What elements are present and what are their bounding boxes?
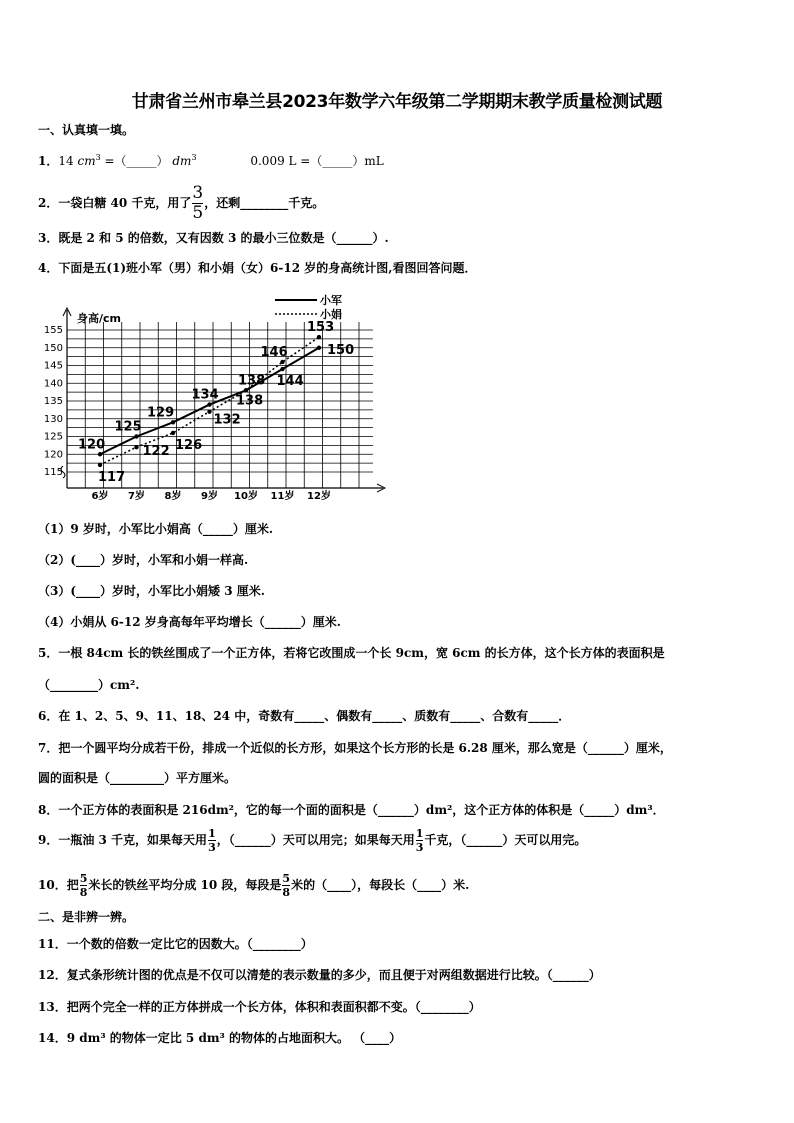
question-11: 11．一个数的倍数一定比它的因数大。（________） bbox=[38, 937, 313, 951]
legend-label: 小娟 bbox=[320, 308, 342, 321]
data-label: 117 bbox=[98, 469, 126, 485]
question-8: 8．一个正方体的表面积是 216dm²，它的每一个面的面积是（______）dm²，这个正方体的体积是（_____）dm³． bbox=[38, 803, 665, 817]
data-label: 134 bbox=[191, 387, 219, 403]
data-point bbox=[171, 420, 175, 424]
data-label: 129 bbox=[147, 405, 175, 421]
y-tick-label: 140 bbox=[43, 378, 63, 390]
y-tick-label: 150 bbox=[43, 342, 63, 354]
data-label: 146 bbox=[260, 344, 288, 360]
x-tick-label: 9岁 bbox=[201, 491, 218, 502]
question-4-4: （4）小娟从 6-12 岁身高每年平均增长（______）厘米. bbox=[38, 615, 341, 629]
data-label: 138 bbox=[238, 373, 266, 389]
y-tick-label: 145 bbox=[43, 360, 63, 372]
data-label: 122 bbox=[142, 444, 170, 460]
x-tick-label: 10岁 bbox=[234, 491, 258, 502]
data-label: 126 bbox=[175, 437, 203, 453]
question-4: 4．下面是五(1)班小军（男）和小娟（女）6-12 岁的身高统计图,看图回答问题． bbox=[38, 261, 477, 275]
question-5: 5．一根 84cm 长的铁丝围成了一个正方体，若将它改围成一个长 9cm，宽 6cm 的长方体，这个长方体的表面积是 bbox=[38, 646, 665, 660]
question-10: 10．把 $\frac{5}{8}$ 米长的铁丝平均分成 10 段，每段是 $\frac{5}{8}$ 米的（____），每段长（____）米. bbox=[38, 872, 470, 899]
chart-legend bbox=[275, 293, 342, 321]
data-label: 150 bbox=[327, 342, 355, 358]
data-label: 153 bbox=[307, 320, 335, 336]
data-point bbox=[98, 452, 102, 456]
question-13: 13．把两个完全一样的正方体拼成一个长方体，体积和表面积都不变。（________） bbox=[38, 1000, 481, 1014]
x-tick-label: 8岁 bbox=[164, 491, 182, 502]
question-1: 1．14 $cm^3$ =（_____） $dm^3$ 0.009 L =（_____）mL bbox=[38, 153, 384, 168]
x-tick-label: 6岁 bbox=[91, 491, 109, 502]
question-12: 12．复式条形统计图的优点是不仅可以清楚的表示数量的多少，而且便于对两组数据进行比较。（______） bbox=[38, 968, 601, 982]
question-2: 2．一袋白糖 40 千克，用了 $\frac{3}{5}$ ，还剩________千克。 bbox=[38, 183, 325, 223]
data-label: 125 bbox=[114, 419, 142, 435]
height-line-chart bbox=[43, 290, 400, 505]
question-7: 7．把一个圆平均分成若干份，排成一个近似的长方形，如果这个长方形的长是 6.28 厘米，那么宽是（______）厘米， bbox=[38, 741, 672, 755]
data-point bbox=[171, 431, 175, 435]
data-point bbox=[98, 463, 102, 467]
question-5-answer: （________）cm². bbox=[38, 678, 140, 692]
section-heading-2: 二、是非辨一辨。 bbox=[38, 910, 135, 924]
y-tick-labels bbox=[44, 325, 63, 478]
x-tick-label: 12岁 bbox=[307, 491, 331, 502]
question-3: 3．既是 2 和 5 的倍数，又有因数 3 的最小三位数是（______）. bbox=[38, 231, 389, 245]
x-tick-labels bbox=[92, 489, 331, 502]
data-point bbox=[134, 445, 138, 449]
question-4-2: （2）(____）岁时，小军和小娟一样高. bbox=[38, 553, 249, 567]
data-point bbox=[244, 388, 248, 392]
chart-series bbox=[78, 320, 354, 485]
data-label: 132 bbox=[213, 412, 241, 428]
question-4-1: （1）9 岁时，小军比小娟高（_____）厘米. bbox=[38, 522, 274, 536]
data-point bbox=[280, 360, 284, 364]
question-14: 14．9 dm³ 的物体一定比 5 dm³ 的物体的占地面积大。 （____） bbox=[38, 1031, 402, 1045]
x-tick-label: 7岁 bbox=[128, 491, 145, 502]
question-7-answer: 圆的面积是（_________）平方厘米。 bbox=[38, 771, 237, 785]
question-4-3: （3）(____）岁时，小军比小娟矮 3 厘米. bbox=[38, 584, 265, 598]
data-point bbox=[280, 367, 284, 371]
y-tick-label: 130 bbox=[43, 413, 63, 425]
x-tick-label: 11岁 bbox=[270, 491, 295, 502]
y-axis-label: 身高/cm bbox=[77, 312, 121, 325]
legend-label: 小军 bbox=[320, 294, 342, 307]
question-6: 6．在 1、2、5、9、11、18、24 中，奇数有_____、偶数有_____、质数有_____、合数有_____． bbox=[38, 709, 571, 723]
question-9: 9．一瓶油 3 千克，如果每天用 $\frac{1}{3}$ ，（______）天可以用完；如果每天用 $\frac{1}{3}$ 千克，（______）天可以用完。 bbox=[38, 827, 587, 854]
y-tick-label: 120 bbox=[43, 449, 63, 461]
data-point bbox=[207, 409, 211, 413]
y-tick-label: 155 bbox=[43, 325, 63, 336]
y-tick-label: 115 bbox=[43, 467, 63, 478]
y-tick-label: 135 bbox=[43, 396, 63, 407]
data-label: 120 bbox=[78, 437, 106, 453]
data-label: 144 bbox=[276, 374, 304, 390]
page-title: 甘肃省兰州市皋兰县2023年数学六年级第二学期期末教学质量检测试题 bbox=[131, 92, 663, 112]
data-point bbox=[317, 346, 321, 350]
data-point bbox=[207, 402, 211, 406]
data-point bbox=[317, 335, 321, 339]
data-label: 138 bbox=[236, 393, 264, 409]
section-heading-1: 一、认真填一填。 bbox=[38, 123, 135, 137]
y-tick-label: 125 bbox=[43, 431, 63, 443]
data-point bbox=[134, 434, 138, 438]
